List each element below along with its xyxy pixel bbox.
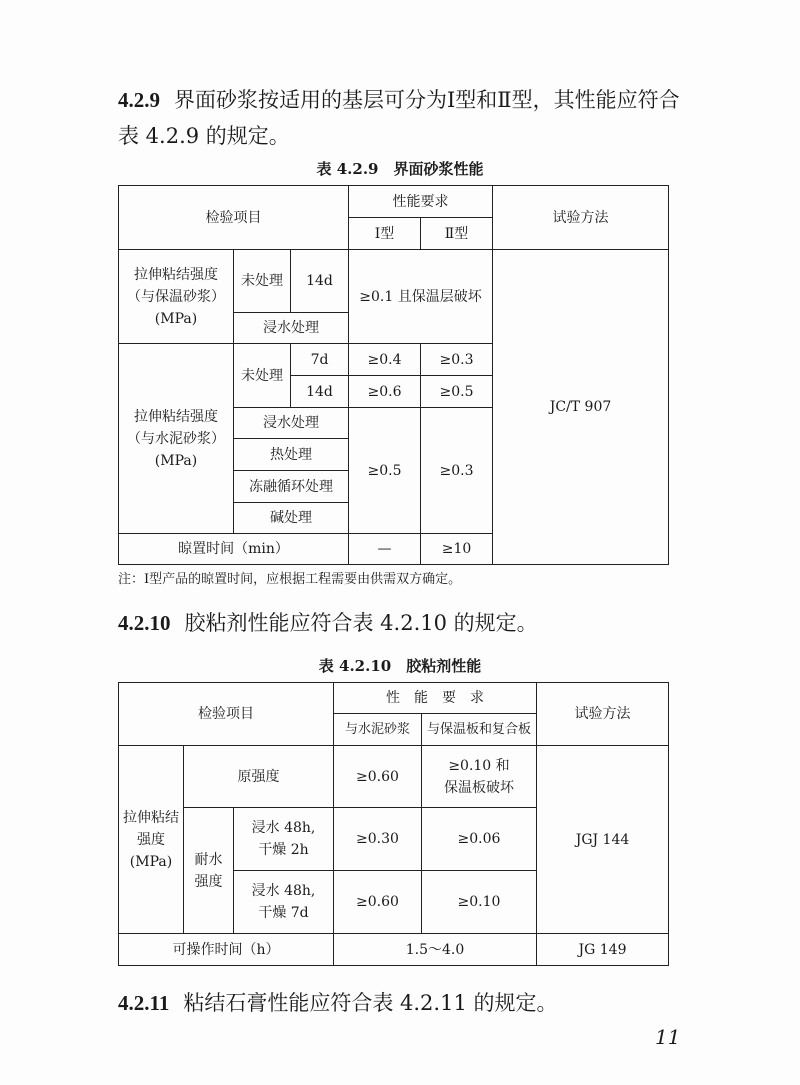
cell: ≥0.3	[421, 344, 493, 376]
cell: ≥0.60	[334, 871, 422, 934]
table-caption: 表 4.2.9 界面砂浆性能	[316, 160, 484, 178]
method-cell: JC/T 907	[493, 250, 669, 565]
cell: 未处理	[234, 250, 291, 313]
cell: 14d	[291, 376, 349, 408]
clause-text: 胶粘剂性能应符合表 4.2.10 的规定。	[184, 611, 538, 635]
group-label: 拉伸粘结强度（与保温砂浆）(MPa)	[119, 250, 234, 344]
cell: 冻融循环处理	[234, 471, 349, 503]
cell: ≥10	[421, 534, 493, 565]
cell: 1.5～4.0	[334, 934, 537, 966]
cell: 热处理	[234, 439, 349, 471]
cell: ≥0.4	[349, 344, 421, 376]
group-label: 拉伸粘结强度(MPa)	[119, 746, 184, 934]
cell	[422, 746, 537, 808]
cell: —	[349, 534, 421, 565]
cell: 碱处理	[234, 503, 349, 534]
cell: 未处理	[234, 344, 291, 408]
cell-line: 干燥 2h	[258, 842, 309, 858]
cell: 7d	[291, 344, 349, 376]
header-req: 性 能 要 求	[334, 683, 537, 714]
table-4-2-9	[118, 185, 669, 565]
header-type1: Ⅰ型	[349, 218, 421, 250]
cell: JG 149	[537, 934, 669, 966]
cell: ≥0.1 且保温层破坏	[349, 250, 493, 344]
clause-text: 粘结石膏性能应符合表 4.2.11 的规定。	[183, 991, 558, 1015]
cell-line: 保温板破坏	[444, 779, 514, 796]
clause-4-2-9	[118, 82, 688, 154]
table-4-2-10	[118, 682, 669, 966]
cell: ≥0.3	[421, 408, 493, 534]
cell: 浸水处理	[234, 408, 349, 439]
cell-line: 浸水 48h,	[251, 883, 316, 899]
cell: ≥0.30	[334, 808, 422, 871]
cell	[234, 871, 334, 934]
header-method: 试验方法	[493, 186, 669, 250]
header-method: 试验方法	[537, 683, 669, 746]
cell: 可操作时间（h）	[119, 934, 334, 966]
cell	[234, 808, 334, 871]
cell-line: 浸水 48h,	[251, 820, 316, 836]
header-col2: 与保温板和复合板	[422, 714, 537, 746]
cell: ≥0.6	[349, 376, 421, 408]
cell: ≥0.60	[334, 746, 422, 808]
cell: ≥0.5	[421, 376, 493, 408]
clause-number: 4.2.10	[118, 611, 171, 635]
cell: 浸水处理	[234, 313, 349, 344]
table-note: 注：Ⅰ型产品的晾置时间，应根据工程需要由供需双方确定。	[118, 572, 462, 587]
page-number: 11	[655, 1025, 681, 1049]
cell-line: 干燥 7d	[258, 905, 309, 921]
cell: 耐水强度	[184, 808, 234, 934]
cell: 原强度	[184, 746, 334, 808]
clause-text: 界面砂浆按适用的基层可分为Ⅰ型和Ⅱ型，其性能应符合表 4.2.9 的规定。	[118, 88, 680, 148]
header-type2: Ⅱ型	[421, 218, 493, 250]
header-req: 性能要求	[349, 186, 493, 218]
clause-4-2-10	[118, 605, 538, 641]
cell: ≥0.06	[422, 808, 537, 871]
header-item: 检验项目	[119, 186, 349, 250]
method-cell: JGJ 144	[537, 746, 669, 934]
cell: ≥0.10	[422, 871, 537, 934]
header-item: 检验项目	[119, 683, 334, 746]
header-col1: 与水泥砂浆	[334, 714, 422, 746]
clause-4-2-11	[118, 985, 558, 1021]
clause-number: 4.2.11	[118, 991, 170, 1015]
cell-line: ≥0.10 和	[448, 757, 510, 774]
group-label: 拉伸粘结强度（与水泥砂浆）(MPa)	[119, 344, 234, 534]
clause-number: 4.2.9	[118, 88, 160, 112]
cell: 晾置时间（min）	[119, 534, 349, 565]
table-caption: 表 4.2.10 胶粘剂性能	[318, 657, 482, 675]
cell: ≥0.5	[349, 408, 421, 534]
cell: 14d	[291, 250, 349, 313]
